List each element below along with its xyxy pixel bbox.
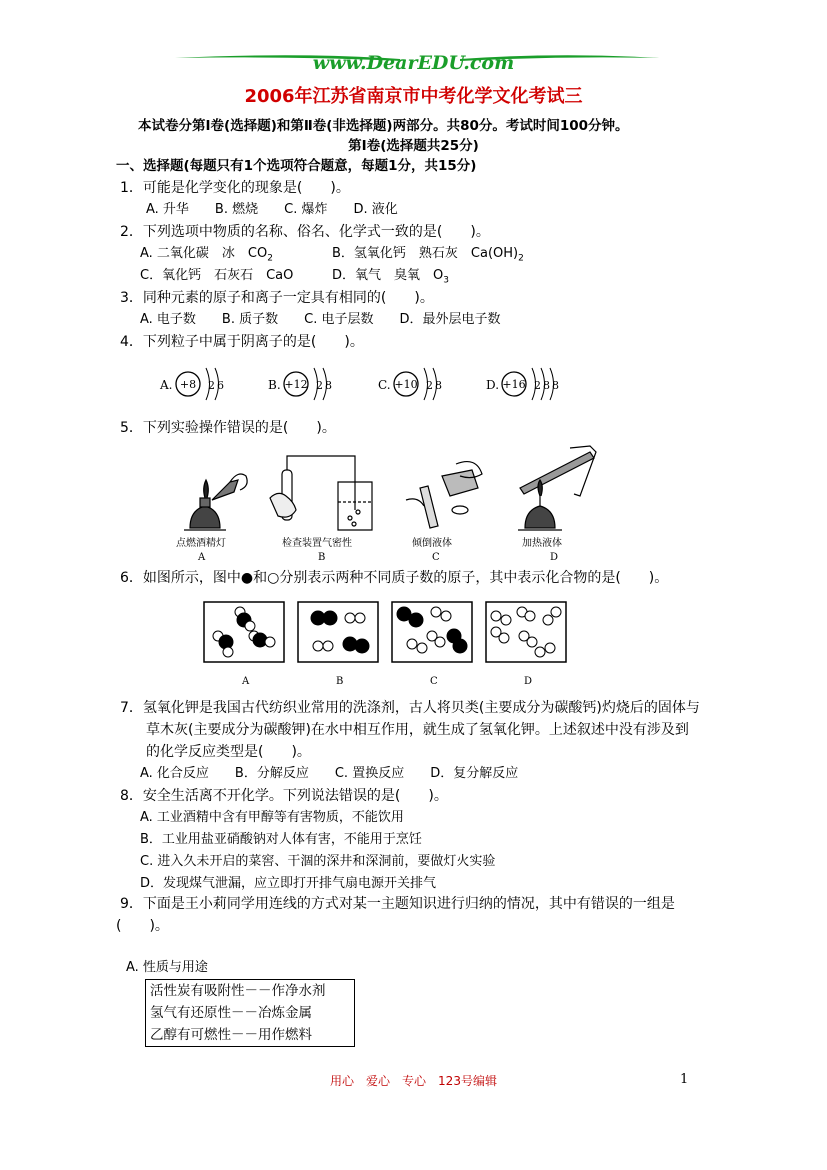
footer-text: 用心 爱心 专心 123号编辑 xyxy=(330,1074,497,1088)
q6-letter-d: D xyxy=(524,676,533,687)
lab-caption-d: 加热液体 xyxy=(522,538,562,549)
electron-count: 2 xyxy=(534,379,541,392)
q1-options: A. 升华 B. 燃烧 C. 爆炸 D. 液化 xyxy=(146,202,398,217)
q5-stem: 5．下列实验操作错误的是( )。 xyxy=(120,420,336,436)
lab-figure-a xyxy=(184,474,247,530)
q2-stem: 2．下列选项中物质的名称、俗名、化学式一致的是( )。 xyxy=(120,224,490,240)
q7-stem-line3: 的化学反应类型是( )。 xyxy=(146,744,311,760)
q6-molecule-boxes xyxy=(200,598,580,692)
nucleus-charge: +10 xyxy=(394,378,418,391)
lab-letter-d: D xyxy=(550,552,559,562)
q2-option-b: B．氢氧化钙 熟石灰 $Ca(OH)_2$ xyxy=(332,246,524,264)
electron-count: 8 xyxy=(325,379,332,392)
page-title: 2006年江苏省南京市中考化学文化考试三 xyxy=(244,86,583,107)
q6-letter-c: C xyxy=(430,676,438,687)
lab-letter-b: B xyxy=(318,552,326,562)
electron-count: 2 xyxy=(208,379,215,392)
q2-option-c: C．氧化钙 石灰石 CaO xyxy=(140,268,294,283)
q3-options: A. 电子数 B. 质子数 C. 电子层数 D．最外层电子数 xyxy=(140,312,501,327)
lab-figure-d xyxy=(518,446,596,530)
q6-letter-b: B xyxy=(336,676,344,687)
q5-lab-figure xyxy=(160,440,620,562)
q7-stem-line2: 草木灰(主要成分为碳酸钾)在水中相互作用，就生成了氢氧化钾。上述叙述中没有涉及到 xyxy=(146,722,689,738)
q6-letter-a: A xyxy=(242,676,250,687)
q9-option-a-title: A. 性质与用途 xyxy=(126,960,208,975)
site-logo[interactable]: www.DearEDU.com xyxy=(312,52,515,74)
atom-diagram xyxy=(486,368,559,400)
molecule-box-b xyxy=(298,602,378,662)
electron-count: 2 xyxy=(426,379,433,392)
q1-stem: 1．可能是化学变化的现象是( )。 xyxy=(120,180,350,196)
lab-caption-a: 点燃酒精灯 xyxy=(176,538,226,549)
q9-option-a-box xyxy=(145,979,355,1047)
atom-option-label: C. xyxy=(378,378,391,392)
electron-count: 2 xyxy=(316,379,323,392)
lab-caption-b: 检查装置气密性 xyxy=(282,538,352,549)
q9-stem-line2: ( )。 xyxy=(116,918,169,934)
nucleus-charge: +12 xyxy=(284,378,308,391)
atom-option-label: B. xyxy=(268,378,281,392)
atom-option-label: D. xyxy=(486,378,500,392)
q9-stem-line1: 9．下面是王小莉同学用连线的方式对某一主题知识进行归纳的情况，其中有错误的一组是 xyxy=(120,896,675,912)
nucleus-charge: +16 xyxy=(502,378,526,391)
atom-diagram xyxy=(159,368,224,400)
lab-figure-c xyxy=(406,462,482,528)
lab-letter-c: C xyxy=(432,552,440,562)
q8-option-a: A. 工业酒精中含有甲醇等有害物质，不能饮用 xyxy=(140,810,404,825)
electron-count: 8 xyxy=(435,379,442,392)
lab-letter-a: A xyxy=(198,552,206,562)
q8-option-b: B．工业用盐亚硝酸钠对人体有害，不能用于烹饪 xyxy=(140,832,422,847)
q4-stem: 4．下列粒子中属于阴离子的是( )。 xyxy=(120,334,364,350)
lab-figure-b xyxy=(270,456,372,530)
q9-option-a-row: 氢气有还原性－－冶炼金属 xyxy=(150,1005,312,1021)
q9-option-a-row: 活性炭有吸附性－－作净水剂 xyxy=(150,983,326,999)
atom-diagram xyxy=(378,368,442,400)
q8-option-d: D．发现煤气泄漏，应立即打开排气扇电源开关排气 xyxy=(140,876,437,891)
q8-stem: 8．安全生活离不开化学。下列说法错误的是( )。 xyxy=(120,788,448,804)
q2-option-a: A. 二氧化碳 冰 $CO_2$ xyxy=(140,246,273,264)
exam-intro: 本试卷分第Ⅰ卷(选择题)和第Ⅱ卷(非选择题)两部分。共80分。考试时间100分钟。 xyxy=(138,118,629,134)
q7-options: A. 化合反应 B．分解反应 C. 置换反应 D．复分解反应 xyxy=(140,766,519,781)
volume-heading: 第Ⅰ卷(选择题共25分) xyxy=(348,138,479,154)
nucleus-charge: +8 xyxy=(179,378,197,391)
section-heading: 一、选择题(每题只有1个选项符合题意，每题1分，共15分) xyxy=(116,158,477,174)
q4-atom-diagrams xyxy=(150,362,570,406)
q3-stem: 3．同种元素的原子和离子一定具有相同的( )。 xyxy=(120,290,434,306)
electron-count: 6 xyxy=(217,379,224,392)
page-number: 1 xyxy=(680,1072,689,1087)
electron-count: 8 xyxy=(543,379,550,392)
electron-count: 8 xyxy=(552,379,559,392)
q6-stem: 6．如图所示，图中●和○分别表示两种不同质子数的原子，其中表示化合物的是( )。 xyxy=(120,570,669,586)
atom-option-label: A. xyxy=(160,378,173,392)
q2-option-d: D．氧气 臭氧 $O_3$ xyxy=(332,268,449,286)
q8-option-c: C. 进入久未开启的菜窖、干涸的深井和深洞前，要做灯火实验 xyxy=(140,854,496,869)
q7-stem-line1: 7．氢氧化钾是我国古代纺织业常用的洗涤剂，古人将贝类(主要成分为碳酸钙)灼烧后的固体与 xyxy=(120,700,700,716)
atom-diagram xyxy=(268,368,332,400)
q9-option-a-row: 乙醇有可燃性－－用作燃料 xyxy=(150,1027,312,1043)
lab-caption-c: 倾倒液体 xyxy=(412,538,452,549)
